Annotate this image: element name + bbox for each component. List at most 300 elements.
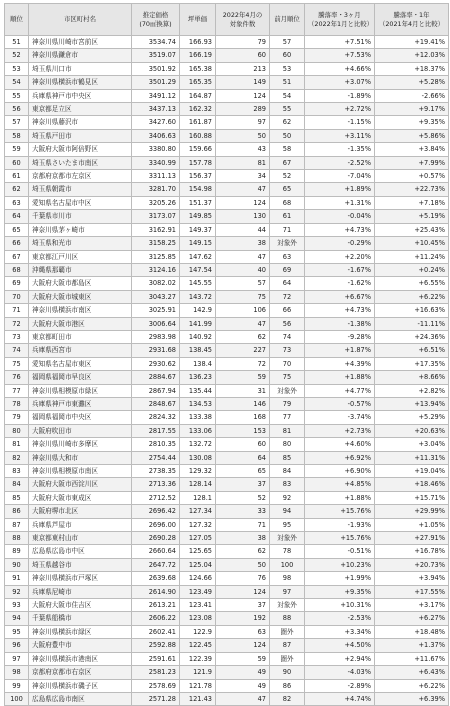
rank-cell: 100 (5, 692, 29, 705)
tsubo-price-cell: 123.08 (180, 612, 216, 625)
change-1y-cell: +18.48% (375, 625, 449, 638)
change-1y-cell: +3.17% (375, 599, 449, 612)
table-row (5, 451, 449, 464)
municipality-cell: 大阪府吹田市 (29, 424, 132, 437)
change-3m-cell: +2.72% (305, 103, 375, 116)
change-1y-cell: +17.55% (375, 585, 449, 598)
prev-rank-cell: 83 (270, 478, 305, 491)
table-row (5, 304, 449, 317)
municipality-cell: 神奈川県茅ヶ崎市 (29, 223, 132, 236)
table-row (5, 558, 449, 571)
table-row (5, 277, 449, 290)
table-row (5, 237, 449, 250)
change-3m-cell: -1.93% (305, 518, 375, 531)
municipality-cell: 埼玉県朝霞市 (29, 183, 132, 196)
rank-cell: 53 (5, 62, 29, 75)
municipality-cell: 福岡県福岡市早良区 (29, 371, 132, 384)
table-row (5, 250, 449, 263)
municipality-cell: 大阪府豊中市 (29, 639, 132, 652)
estimated-price-cell: 3205.26 (132, 196, 180, 209)
municipality-cell: 広島県広島市中区 (29, 545, 132, 558)
prev-rank-cell: 81 (270, 424, 305, 437)
estimated-price-cell: 2713.36 (132, 478, 180, 491)
municipality-cell: 福岡県福岡市中央区 (29, 411, 132, 424)
change-3m-cell: +9.35% (305, 585, 375, 598)
table-row (5, 572, 449, 585)
estimated-price-cell: 2983.98 (132, 330, 180, 343)
prev-rank-cell: 79 (270, 397, 305, 410)
change-1y-cell: +10.45% (375, 237, 449, 250)
change-3m-cell: +4.85% (305, 478, 375, 491)
listing-count-cell: 50 (216, 129, 270, 142)
prev-rank-cell: 対象外 (270, 384, 305, 397)
listing-count-cell: 60 (216, 438, 270, 451)
change-3m-cell: -4.03% (305, 666, 375, 679)
municipality-cell: 千葉県市川市 (29, 210, 132, 223)
change-1y-cell: +11.31% (375, 451, 449, 464)
table-row (5, 344, 449, 357)
listing-count-cell: 62 (216, 545, 270, 558)
change-3m-cell: -0.29% (305, 237, 375, 250)
listing-count-cell: 50 (216, 558, 270, 571)
tsubo-price-cell: 121.9 (180, 666, 216, 679)
prev-rank-cell: 73 (270, 344, 305, 357)
change-1y-cell: +2.82% (375, 384, 449, 397)
table-row (5, 371, 449, 384)
change-1y-cell: +6.39% (375, 692, 449, 705)
prev-rank-cell: 94 (270, 505, 305, 518)
tsubo-price-cell: 128.14 (180, 478, 216, 491)
change-3m-cell: +6.92% (305, 451, 375, 464)
tsubo-price-cell: 125.65 (180, 545, 216, 558)
rank-cell: 87 (5, 518, 29, 531)
rank-cell: 52 (5, 49, 29, 62)
municipality-cell: 兵庫県西宮市 (29, 344, 132, 357)
table-row (5, 652, 449, 665)
municipality-cell: 兵庫県芦屋市 (29, 518, 132, 531)
change-3m-cell: +1.88% (305, 371, 375, 384)
header-tsubo-price: 坪単価 (180, 4, 216, 36)
tsubo-price-cell: 166.19 (180, 49, 216, 62)
estimated-price-cell: 3006.64 (132, 317, 180, 330)
prev-rank-cell: 対象外 (270, 532, 305, 545)
table-body (5, 36, 449, 706)
municipality-cell: 神奈川県横浜市緑区 (29, 625, 132, 638)
rank-cell: 65 (5, 223, 29, 236)
table-row (5, 465, 449, 478)
table-row (5, 599, 449, 612)
tsubo-price-cell: 122.45 (180, 639, 216, 652)
prev-rank-cell: 92 (270, 491, 305, 504)
rank-cell: 56 (5, 103, 29, 116)
prev-rank-cell: 64 (270, 277, 305, 290)
listing-count-cell: 124 (216, 585, 270, 598)
change-1y-cell: +18.46% (375, 478, 449, 491)
table-row (5, 438, 449, 451)
rank-cell: 83 (5, 465, 29, 478)
rank-cell: 76 (5, 371, 29, 384)
listing-count-cell: 146 (216, 397, 270, 410)
rank-cell: 69 (5, 277, 29, 290)
estimated-price-cell: 2690.28 (132, 532, 180, 545)
listing-count-cell: 130 (216, 210, 270, 223)
change-3m-cell: +7.53% (305, 49, 375, 62)
listing-count-cell: 81 (216, 156, 270, 169)
change-3m-cell: +10.23% (305, 558, 375, 571)
prev-rank-cell: 70 (270, 357, 305, 370)
municipality-cell: 京都府京都市左京区 (29, 170, 132, 183)
change-3m-cell: +7.51% (305, 36, 375, 49)
estimated-price-cell: 3124.16 (132, 263, 180, 276)
change-3m-cell: +15.76% (305, 505, 375, 518)
change-1y-cell: +0.24% (375, 263, 449, 276)
change-1y-cell: +27.91% (375, 532, 449, 545)
tsubo-price-cell: 157.78 (180, 156, 216, 169)
tsubo-price-cell: 135.44 (180, 384, 216, 397)
table-row (5, 210, 449, 223)
tsubo-price-cell: 147.54 (180, 263, 216, 276)
table-row (5, 585, 449, 598)
prev-rank-cell: 63 (270, 250, 305, 263)
prev-rank-cell: 95 (270, 518, 305, 531)
change-1y-cell: +18.37% (375, 62, 449, 75)
municipality-cell: 神奈川県藤沢市 (29, 116, 132, 129)
rank-cell: 70 (5, 290, 29, 303)
municipality-cell: 東京都東村山市 (29, 532, 132, 545)
prev-rank-cell: 57 (270, 36, 305, 49)
rank-cell: 74 (5, 344, 29, 357)
change-3m-cell: +1.88% (305, 491, 375, 504)
tsubo-price-cell: 127.05 (180, 532, 216, 545)
table-row (5, 156, 449, 169)
rank-cell: 92 (5, 585, 29, 598)
rank-cell: 93 (5, 599, 29, 612)
table-row (5, 76, 449, 89)
table-row (5, 143, 449, 156)
municipality-cell: 埼玉県和光市 (29, 237, 132, 250)
municipality-cell: 東京都江戸川区 (29, 250, 132, 263)
prev-rank-cell: 72 (270, 290, 305, 303)
prev-rank-cell: 68 (270, 196, 305, 209)
prev-rank-cell: 69 (270, 263, 305, 276)
change-3m-cell: -0.57% (305, 397, 375, 410)
prev-rank-cell: 56 (270, 317, 305, 330)
table-row (5, 62, 449, 75)
listing-count-cell: 79 (216, 36, 270, 49)
municipality-cell: 神奈川県横浜市磯子区 (29, 679, 132, 692)
table-row (5, 89, 449, 102)
estimated-price-cell: 3437.13 (132, 103, 180, 116)
tsubo-price-cell: 130.08 (180, 451, 216, 464)
table-row (5, 545, 449, 558)
prev-rank-cell: 50 (270, 129, 305, 142)
table-header-row (5, 4, 449, 36)
change-1y-cell: +29.99% (375, 505, 449, 518)
change-1y-cell: -2.66% (375, 89, 449, 102)
header-estimated-price: 推定価格 (70㎡換算) (132, 4, 180, 36)
tsubo-price-cell: 143.72 (180, 290, 216, 303)
estimated-price-cell: 3125.85 (132, 250, 180, 263)
estimated-price-cell: 3501.92 (132, 62, 180, 75)
tsubo-price-cell: 159.66 (180, 143, 216, 156)
rank-cell: 73 (5, 330, 29, 343)
table-row (5, 518, 449, 531)
estimated-price-cell: 2578.69 (132, 679, 180, 692)
estimated-price-cell: 2931.68 (132, 344, 180, 357)
municipality-cell: 愛知県名古屋市東区 (29, 357, 132, 370)
rank-cell: 88 (5, 532, 29, 545)
rank-cell: 61 (5, 170, 29, 183)
municipality-cell: 大阪府大阪市港区 (29, 317, 132, 330)
change-1y-cell: +11.24% (375, 250, 449, 263)
municipality-cell: 兵庫県尼崎市 (29, 585, 132, 598)
change-3m-cell: -2.89% (305, 679, 375, 692)
municipality-cell: 埼玉県越谷市 (29, 558, 132, 571)
change-3m-cell: -1.62% (305, 277, 375, 290)
listing-count-cell: 57 (216, 277, 270, 290)
change-1y-cell: +20.73% (375, 558, 449, 571)
municipality-cell: 神奈川県川崎市多摩区 (29, 438, 132, 451)
change-1y-cell: +7.18% (375, 196, 449, 209)
prev-rank-cell: 84 (270, 465, 305, 478)
change-1y-cell: +16.63% (375, 304, 449, 317)
listing-count-cell: 60 (216, 49, 270, 62)
table-row (5, 183, 449, 196)
prev-rank-cell: 86 (270, 679, 305, 692)
change-3m-cell: +4.39% (305, 357, 375, 370)
change-3m-cell: -1.67% (305, 263, 375, 276)
estimated-price-cell: 2606.22 (132, 612, 180, 625)
rank-cell: 90 (5, 558, 29, 571)
rank-cell: 96 (5, 639, 29, 652)
header-change-3m: 騰落率・3ヶ月 （2022年1月と比較） (305, 4, 375, 36)
rank-cell: 91 (5, 572, 29, 585)
listing-count-cell: 227 (216, 344, 270, 357)
listing-count-cell: 44 (216, 223, 270, 236)
estimated-price-cell: 2696.42 (132, 505, 180, 518)
tsubo-price-cell: 138.45 (180, 344, 216, 357)
estimated-price-cell: 2614.90 (132, 585, 180, 598)
rank-cell: 85 (5, 491, 29, 504)
tsubo-price-cell: 122.9 (180, 625, 216, 638)
change-3m-cell: +4.73% (305, 304, 375, 317)
municipality-cell: 大阪府大阪市城東区 (29, 290, 132, 303)
tsubo-price-cell: 147.62 (180, 250, 216, 263)
rank-cell: 89 (5, 545, 29, 558)
estimated-price-cell: 2930.62 (132, 357, 180, 370)
estimated-price-cell: 3519.07 (132, 49, 180, 62)
estimated-price-cell: 3173.07 (132, 210, 180, 223)
estimated-price-cell: 2581.23 (132, 666, 180, 679)
tsubo-price-cell: 133.06 (180, 424, 216, 437)
rank-cell: 57 (5, 116, 29, 129)
prev-rank-cell: 100 (270, 558, 305, 571)
prev-rank-cell: 67 (270, 156, 305, 169)
estimated-price-cell: 3406.63 (132, 129, 180, 142)
tsubo-price-cell: 151.37 (180, 196, 216, 209)
listing-count-cell: 47 (216, 250, 270, 263)
rank-cell: 97 (5, 652, 29, 665)
municipality-cell: 神奈川県相模原市南区 (29, 465, 132, 478)
estimated-price-cell: 2738.35 (132, 465, 180, 478)
tsubo-price-cell: 149.85 (180, 210, 216, 223)
header-rank: 順位 (5, 4, 29, 36)
tsubo-price-cell: 128.1 (180, 491, 216, 504)
table-row (5, 357, 449, 370)
estimated-price-cell: 2712.52 (132, 491, 180, 504)
change-1y-cell: +20.63% (375, 424, 449, 437)
rank-cell: 68 (5, 263, 29, 276)
change-1y-cell: +12.03% (375, 49, 449, 62)
prev-rank-cell: 88 (270, 612, 305, 625)
change-3m-cell: -1.38% (305, 317, 375, 330)
change-3m-cell: +6.67% (305, 290, 375, 303)
municipality-cell: 神奈川県横浜市南区 (29, 304, 132, 317)
change-3m-cell: +4.60% (305, 438, 375, 451)
change-3m-cell: -1.15% (305, 116, 375, 129)
change-1y-cell: +13.94% (375, 397, 449, 410)
listing-count-cell: 38 (216, 532, 270, 545)
rank-cell: 51 (5, 36, 29, 49)
listing-count-cell: 192 (216, 612, 270, 625)
change-1y-cell: +17.35% (375, 357, 449, 370)
change-1y-cell: +3.94% (375, 572, 449, 585)
prev-rank-cell: 対象外 (270, 599, 305, 612)
rank-cell: 81 (5, 438, 29, 451)
tsubo-price-cell: 129.32 (180, 465, 216, 478)
municipality-cell: 大阪府大阪市阿倍野区 (29, 143, 132, 156)
rank-cell: 55 (5, 89, 29, 102)
estimated-price-cell: 3025.91 (132, 304, 180, 317)
municipality-cell: 沖縄県那覇市 (29, 263, 132, 276)
tsubo-price-cell: 162.32 (180, 103, 216, 116)
change-3m-cell: -2.53% (305, 612, 375, 625)
estimated-price-cell: 2696.00 (132, 518, 180, 531)
tsubo-price-cell: 138.4 (180, 357, 216, 370)
listing-count-cell: 124 (216, 89, 270, 102)
table-row (5, 491, 449, 504)
estimated-price-cell: 3427.60 (132, 116, 180, 129)
change-1y-cell: -11.11% (375, 317, 449, 330)
municipality-cell: 兵庫県神戸市中央区 (29, 89, 132, 102)
estimated-price-cell: 3340.99 (132, 156, 180, 169)
prev-rank-cell: 74 (270, 330, 305, 343)
tsubo-price-cell: 121.78 (180, 679, 216, 692)
listing-count-cell: 124 (216, 639, 270, 652)
change-1y-cell: +11.67% (375, 652, 449, 665)
change-1y-cell: +3.84% (375, 143, 449, 156)
listing-count-cell: 52 (216, 491, 270, 504)
change-3m-cell: +3.07% (305, 76, 375, 89)
municipality-cell: 大阪府堺市北区 (29, 505, 132, 518)
prev-rank-cell: 54 (270, 89, 305, 102)
change-1y-cell: +5.86% (375, 129, 449, 142)
change-3m-cell: -7.04% (305, 170, 375, 183)
change-1y-cell: +0.57% (375, 170, 449, 183)
change-1y-cell: +15.71% (375, 491, 449, 504)
tsubo-price-cell: 165.35 (180, 76, 216, 89)
estimated-price-cell: 2754.44 (132, 451, 180, 464)
change-3m-cell: +1.87% (305, 344, 375, 357)
listing-count-cell: 33 (216, 505, 270, 518)
estimated-price-cell: 2867.94 (132, 384, 180, 397)
estimated-price-cell: 2639.68 (132, 572, 180, 585)
municipality-cell: 京都府京都市右京区 (29, 666, 132, 679)
prev-rank-cell: 98 (270, 572, 305, 585)
prev-rank-cell: 77 (270, 411, 305, 424)
table-row (5, 317, 449, 330)
table-row (5, 49, 449, 62)
change-3m-cell: -0.04% (305, 210, 375, 223)
change-3m-cell: +4.73% (305, 223, 375, 236)
table-row (5, 505, 449, 518)
change-1y-cell: +6.43% (375, 666, 449, 679)
listing-count-cell: 37 (216, 478, 270, 491)
tsubo-price-cell: 145.55 (180, 277, 216, 290)
tsubo-price-cell: 123.41 (180, 599, 216, 612)
municipality-cell: 東京都足立区 (29, 103, 132, 116)
tsubo-price-cell: 165.38 (180, 62, 216, 75)
listing-count-cell: 47 (216, 317, 270, 330)
table-row (5, 679, 449, 692)
estimated-price-cell: 3380.80 (132, 143, 180, 156)
change-1y-cell: +19.41% (375, 36, 449, 49)
tsubo-price-cell: 164.87 (180, 89, 216, 102)
estimated-price-cell: 3043.27 (132, 290, 180, 303)
table-row (5, 411, 449, 424)
tsubo-price-cell: 160.88 (180, 129, 216, 142)
prev-rank-cell: 51 (270, 76, 305, 89)
change-3m-cell: +4.77% (305, 384, 375, 397)
listing-count-cell: 168 (216, 411, 270, 424)
listing-count-cell: 31 (216, 384, 270, 397)
change-1y-cell: +8.66% (375, 371, 449, 384)
municipality-cell: 大阪府大阪市住吉区 (29, 599, 132, 612)
change-3m-cell: +15.76% (305, 532, 375, 545)
tsubo-price-cell: 133.38 (180, 411, 216, 424)
change-3m-cell: +4.74% (305, 692, 375, 705)
change-3m-cell: +4.66% (305, 62, 375, 75)
estimated-price-cell: 3281.70 (132, 183, 180, 196)
change-1y-cell: +6.55% (375, 277, 449, 290)
listing-count-cell: 62 (216, 330, 270, 343)
municipality-cell: 大阪府大阪市東成区 (29, 491, 132, 504)
prev-rank-cell: 62 (270, 116, 305, 129)
listing-count-cell: 65 (216, 465, 270, 478)
change-3m-cell: +2.20% (305, 250, 375, 263)
tsubo-price-cell: 122.39 (180, 652, 216, 665)
estimated-price-cell: 2660.64 (132, 545, 180, 558)
prev-rank-cell: 53 (270, 62, 305, 75)
prev-rank-cell: 52 (270, 170, 305, 183)
prev-rank-cell: 78 (270, 545, 305, 558)
tsubo-price-cell: 140.92 (180, 330, 216, 343)
listing-count-cell: 75 (216, 290, 270, 303)
prev-rank-cell: 71 (270, 223, 305, 236)
listing-count-cell: 49 (216, 679, 270, 692)
listing-count-cell: 213 (216, 62, 270, 75)
municipality-cell: 兵庫県神戸市東灘区 (29, 397, 132, 410)
rank-cell: 64 (5, 210, 29, 223)
listing-count-cell: 47 (216, 692, 270, 705)
tsubo-price-cell: 141.99 (180, 317, 216, 330)
rank-cell: 80 (5, 424, 29, 437)
listing-count-cell: 63 (216, 625, 270, 638)
estimated-price-cell: 2810.35 (132, 438, 180, 451)
change-1y-cell: +22.73% (375, 183, 449, 196)
rank-cell: 54 (5, 76, 29, 89)
municipality-cell: 埼玉県川口市 (29, 62, 132, 75)
